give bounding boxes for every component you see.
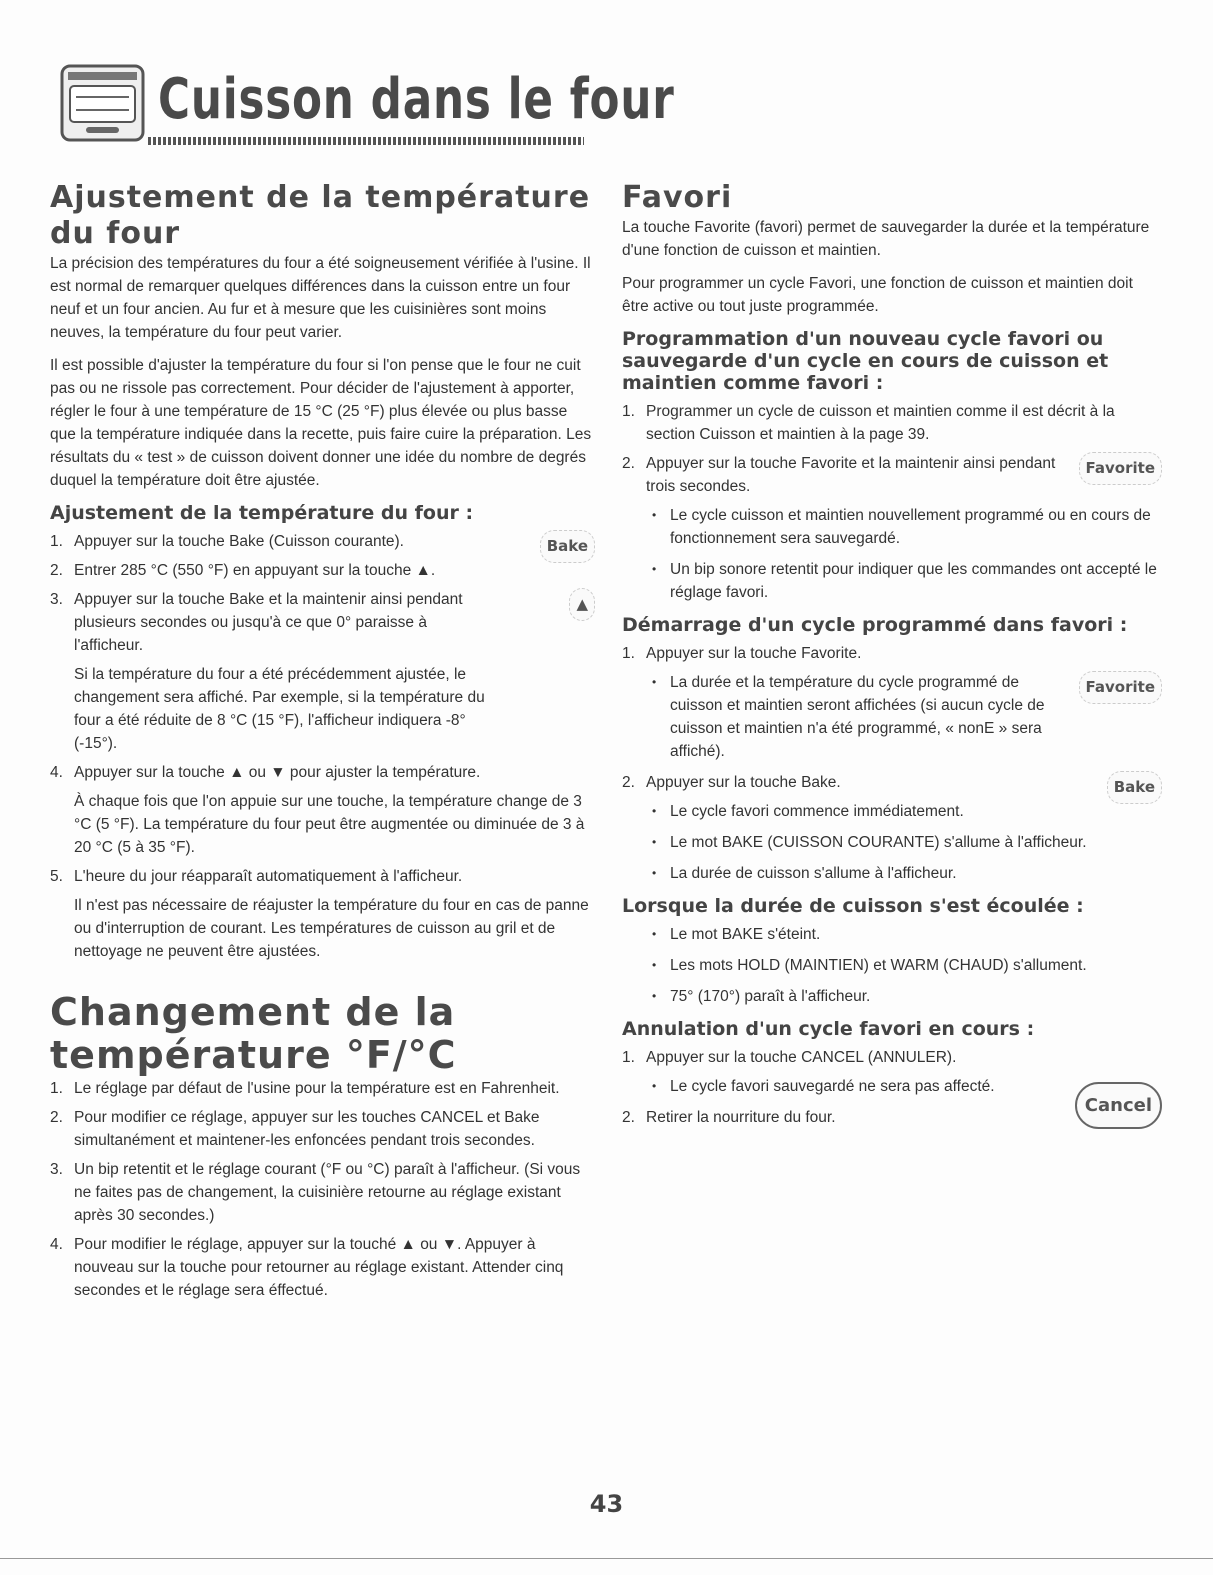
step-text: Appuyer sur la touche Bake et la maintenir ainsi pendant plusieurs secondes ou jusqu'à ce que 0° paraisse à l'afficheur. <box>74 591 463 654</box>
step-text: Programmer un cycle de cuisson et maintien comme il est décrit à la section Cuisson et maintien à la page 39. <box>646 403 1115 443</box>
list-item: • 75° (170°) paraît à l'afficheur. <box>646 985 1162 1008</box>
list-item <box>50 559 595 582</box>
step-number: 2. <box>622 1109 635 1126</box>
title-underline <box>148 137 584 145</box>
subheading-start: Démarrage d'un cycle programmé dans favori : <box>622 614 1128 636</box>
step-number: 1. <box>50 533 63 550</box>
list-item <box>622 400 1162 446</box>
adjust-paragraph: Il est possible d'ajuster la température du four si l'on pense que le four ne cuit pas ou ne rissole pas correctement. Pour décider de l'ajustement à apporter, régler le four à une température de 15 °C (25 °F) plus élevée ou plus basse que la température indiquée dans la recette, puis faire cuire la préparation. Les résultats du « test » de cuisson doivent donner une idée du nombre de degrés duquel la température doit être ajustée. <box>50 357 592 489</box>
step-text: Pour modifier le réglage, appuyer sur la touché ▲ ou ▼. Appuyer à nouveau sur la touche pour retourner au réglage existant. Attender cinq secondes et le réglage sera éffectué. <box>74 1236 564 1299</box>
list-item <box>622 771 1162 794</box>
list-item: • Le cycle favori commence immédiatement. <box>646 800 1162 823</box>
step-number: 2. <box>50 562 63 579</box>
start-bullets-1 <box>646 671 1162 763</box>
list-item: • Le mot BAKE s'éteint. <box>646 923 1162 946</box>
programming-bullets <box>646 504 1162 604</box>
step-number: 4. <box>50 764 63 781</box>
step-text: Appuyer sur la touche ▲ ou ▼ pour ajuster la température. <box>74 764 481 781</box>
favorite-key-icon: Favorite <box>1079 671 1162 704</box>
step-number: 4. <box>50 1236 63 1253</box>
footer-divider <box>0 1558 1213 1559</box>
step-text: Appuyer sur la touche Bake (Cuisson courante). <box>74 533 404 550</box>
step-note: À chaque fois que l'on appuie sur une touche, la température change de 3 °C (5 °F). La température du four peut être augmentée ou diminuée de 3 à 20 °C (5 à 35 °F). <box>74 793 585 856</box>
step-number: 1. <box>622 645 635 662</box>
step-number: 2. <box>622 774 635 791</box>
list-item <box>622 1106 1162 1129</box>
list-item <box>50 1106 595 1152</box>
oven-icon <box>60 64 145 142</box>
bake-key-icon: Bake <box>540 530 595 563</box>
step-text: Appuyer sur la touche Bake. <box>646 774 841 791</box>
left-column <box>50 180 595 1308</box>
step-text: Entrer 285 °C (550 °F) en appuyant sur la touche ▲. <box>74 562 436 579</box>
step-number: 2. <box>50 1109 63 1126</box>
up-arrow-key-icon: ▲ <box>569 588 595 621</box>
adjust-steps <box>50 530 595 963</box>
list-item <box>622 1046 1162 1116</box>
favori-paragraph-2: Pour programmer un cycle Favori, une fonction de cuisson et maintien doit être active ou tout juste programmée. <box>622 275 1133 315</box>
cancel-steps <box>622 1046 1162 1129</box>
list-item: • Le cycle cuisson et maintien nouvellement programmé ou en cours de fonctionnement sera sauvegardé. <box>646 504 1162 550</box>
favorite-key-icon: Favorite <box>1079 452 1162 485</box>
subheading-adjust: Ajustement de la température du four : <box>50 502 474 524</box>
start-steps <box>622 642 1162 794</box>
list-item <box>622 452 1162 498</box>
list-item <box>622 642 1162 763</box>
list-item: • Un bip sonore retentit pour indiquer que les commandes ont accepté le réglage favori. <box>646 558 1162 604</box>
section-title-change-units-1: Changement de la <box>50 990 456 1034</box>
step-number: 1. <box>622 1049 635 1066</box>
bake-key-icon: Bake <box>1107 771 1162 804</box>
list-item: • Le cycle favori sauvegardé ne sera pas affecté. <box>646 1075 1067 1098</box>
step-text: Un bip retentit et le réglage courant (°F ou °C) paraît à l'afficheur. (Si vous ne faites pas de changement, la cuisinière retourne au réglage existant après 30 secondes.) <box>74 1161 581 1224</box>
step-note: Si la température du four a été précédemment ajustée, le changement sera affiché. Par exemple, si la température du four a été réduite de 8 °C (15 °F), l'afficheur indiquera -8° (-15°). <box>74 666 485 752</box>
step-number: 2. <box>622 455 635 472</box>
list-item <box>50 865 595 963</box>
programming-steps <box>622 400 1162 498</box>
page-title: Cuisson dans le four <box>158 67 675 132</box>
step-text: L'heure du jour réapparaît automatiquement à l'afficheur. <box>74 868 463 885</box>
elapsed-bullets <box>646 923 1162 1008</box>
favori-paragraph-1: La touche Favorite (favori) permet de sauvegarder la durée et la température d'une fonction de cuisson et maintien. <box>622 219 1150 259</box>
list-item <box>50 1233 595 1302</box>
list-item <box>50 761 595 859</box>
step-text: Appuyer sur la touche CANCEL (ANNULER). <box>646 1049 957 1066</box>
section-title-adjust-temp: Ajustement de la température du four <box>50 180 591 251</box>
section-title-change-units-2: température °F/°C <box>50 1033 457 1077</box>
subheading-programming: Programmation d'un nouveau cycle favori ou sauvegarde d'un cycle en cours de cuisson et maintien comme favori : <box>622 328 1109 394</box>
list-item: • La durée de cuisson s'allume à l'afficheur. <box>646 862 1162 885</box>
step-text: Le réglage par défaut de l'usine pour la température est en Fahrenheit. <box>74 1080 560 1097</box>
list-item <box>50 1077 595 1100</box>
step-text: Appuyer sur la touche Favorite et la maintenir ainsi pendant trois secondes. <box>646 455 1056 495</box>
list-item <box>50 530 595 553</box>
right-column <box>622 180 1162 1135</box>
step-text: Retirer la nourriture du four. <box>646 1109 836 1126</box>
step-text: Pour modifier ce réglage, appuyer sur les touches CANCEL et Bake simultanément et maintener-les enfoncées pendant trois secondes. <box>74 1109 540 1149</box>
step-number: 5. <box>50 868 63 885</box>
section-title-favori: Favori <box>622 180 733 215</box>
step-number: 3. <box>50 1161 63 1178</box>
list-item <box>646 671 1162 763</box>
start-bullets-2 <box>646 800 1162 885</box>
step-number: 3. <box>50 591 63 608</box>
list-item <box>50 588 595 755</box>
intro-paragraph: La précision des températures du four a été soigneusement vérifiée à l'usine. Il est normal de remarquer quelques différences dans la cuisson entre un four neuf et un four ancien. Au fur et à mesure que les cuisinières sont moins neuves, la température du four peut varier. <box>50 255 591 341</box>
step-note: Il n'est pas nécessaire de réajuster la température du four en cas de panne ou d'interruption de courant. Les températures de cuisson au gril et de nettoyage ne peuvent être ajustées. <box>74 897 589 960</box>
list-item <box>50 1158 595 1227</box>
page-number: 43 <box>589 1490 624 1518</box>
subheading-elapsed: Lorsque la durée de cuisson s'est écoulée : <box>622 895 1084 917</box>
list-item: • Les mots HOLD (MAINTIEN) et WARM (CHAUD) s'allument. <box>646 954 1162 977</box>
cancel-key-icon: Cancel <box>1075 1082 1162 1129</box>
bullet-text: La durée et la température du cycle programmé de cuisson et maintien seront affichées (si aucun cycle de cuisson et maintien n'a été programmé, « nonE » sera affiché). <box>670 674 1045 760</box>
list-item: • Le mot BAKE (CUISSON COURANTE) s'allume à l'afficheur. <box>646 831 1162 854</box>
step-number: 1. <box>50 1080 63 1097</box>
subheading-cancel: Annulation d'un cycle favori en cours : <box>622 1018 1035 1040</box>
step-text: Appuyer sur la touche Favorite. <box>646 645 862 662</box>
units-steps <box>50 1077 595 1302</box>
step-number: 1. <box>622 403 635 420</box>
cancel-bullets <box>646 1075 1067 1098</box>
